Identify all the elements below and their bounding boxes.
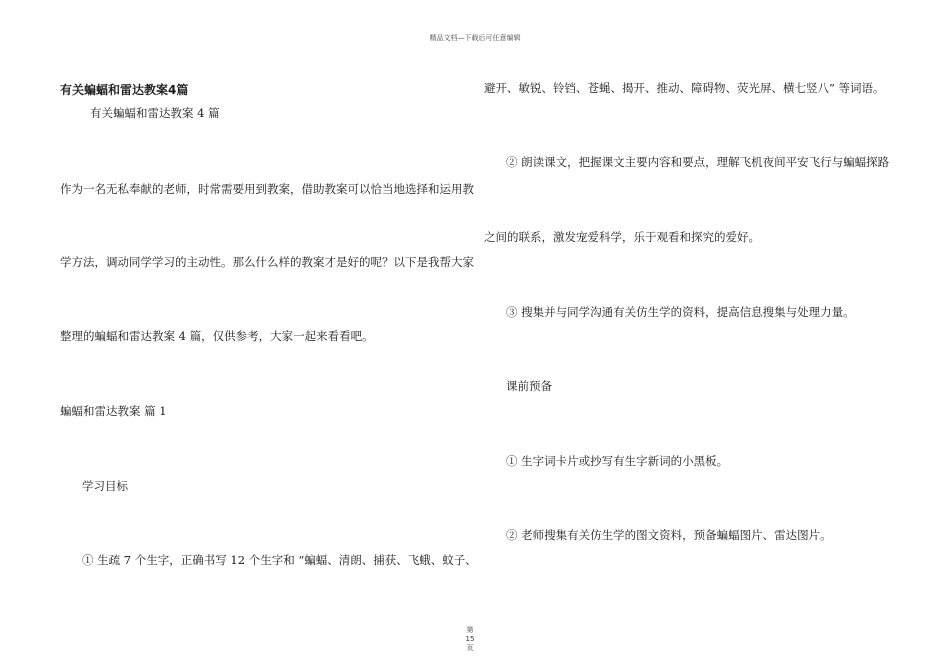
list-item: ① 生疏 7 个生字，正确书写 12 个生字和 “蝙蝠、清朗、捕获、飞蛾、蚊子、 bbox=[82, 553, 477, 567]
list-item: ② 朗读课文，把握课文主要内容和要点，理解飞机夜间平安飞行与蝙蝠探路 bbox=[506, 155, 890, 169]
subsection-heading: 课前预备 bbox=[506, 379, 552, 393]
paragraph-line: 整理的蝙蝠和雷达教案 4 篇，仅供参考，大家一起来看看吧。 bbox=[60, 329, 374, 343]
list-item: ③ 搜集并与同学沟通有关仿生学的资料，提高信息搜集与处理力量。 bbox=[506, 305, 855, 319]
list-item-continuation: 之间的联系，激发宠爱科学，乐于观看和探究的爱好。 bbox=[484, 230, 760, 244]
list-item: ① 生字词卡片或抄写有生字新词的小黑板。 bbox=[506, 454, 729, 468]
list-item: ② 老师搜集有关仿生学的图文资料，预备蝙蝠图片、雷达图片。 bbox=[506, 528, 832, 542]
subsection-heading: 学习目标 bbox=[82, 479, 128, 493]
section-heading: 蝙蝠和雷达教案 篇 1 bbox=[60, 404, 167, 418]
paragraph-line: 作为一名无私奉献的老师，时常需要用到教案，借助教案可以恰当地选择和运用教 bbox=[60, 182, 474, 196]
paragraph-line: 学方法，调动同学学习的主动性。那么什么样的教案才是好的呢？以下是我帮大家 bbox=[60, 255, 474, 269]
list-item-continuation: 避开、敏锐、铃铛、苍蝇、揭开、推动、障碍物、荧光屏、横七竖八” 等词语。 bbox=[484, 81, 885, 95]
page-number bbox=[455, 626, 485, 653]
page-header: 精品文档—下载后可任意编辑 bbox=[429, 34, 521, 42]
page-number-prefix: 第 bbox=[466, 626, 474, 634]
document-title: 有关蝙蝠和雷达教案4篇 bbox=[60, 83, 189, 97]
page-number-suffix: 页 bbox=[466, 644, 474, 652]
page-number-value: 15 bbox=[465, 635, 475, 643]
document-subtitle: 有关蝙蝠和雷达教案 4 篇 bbox=[90, 106, 220, 120]
